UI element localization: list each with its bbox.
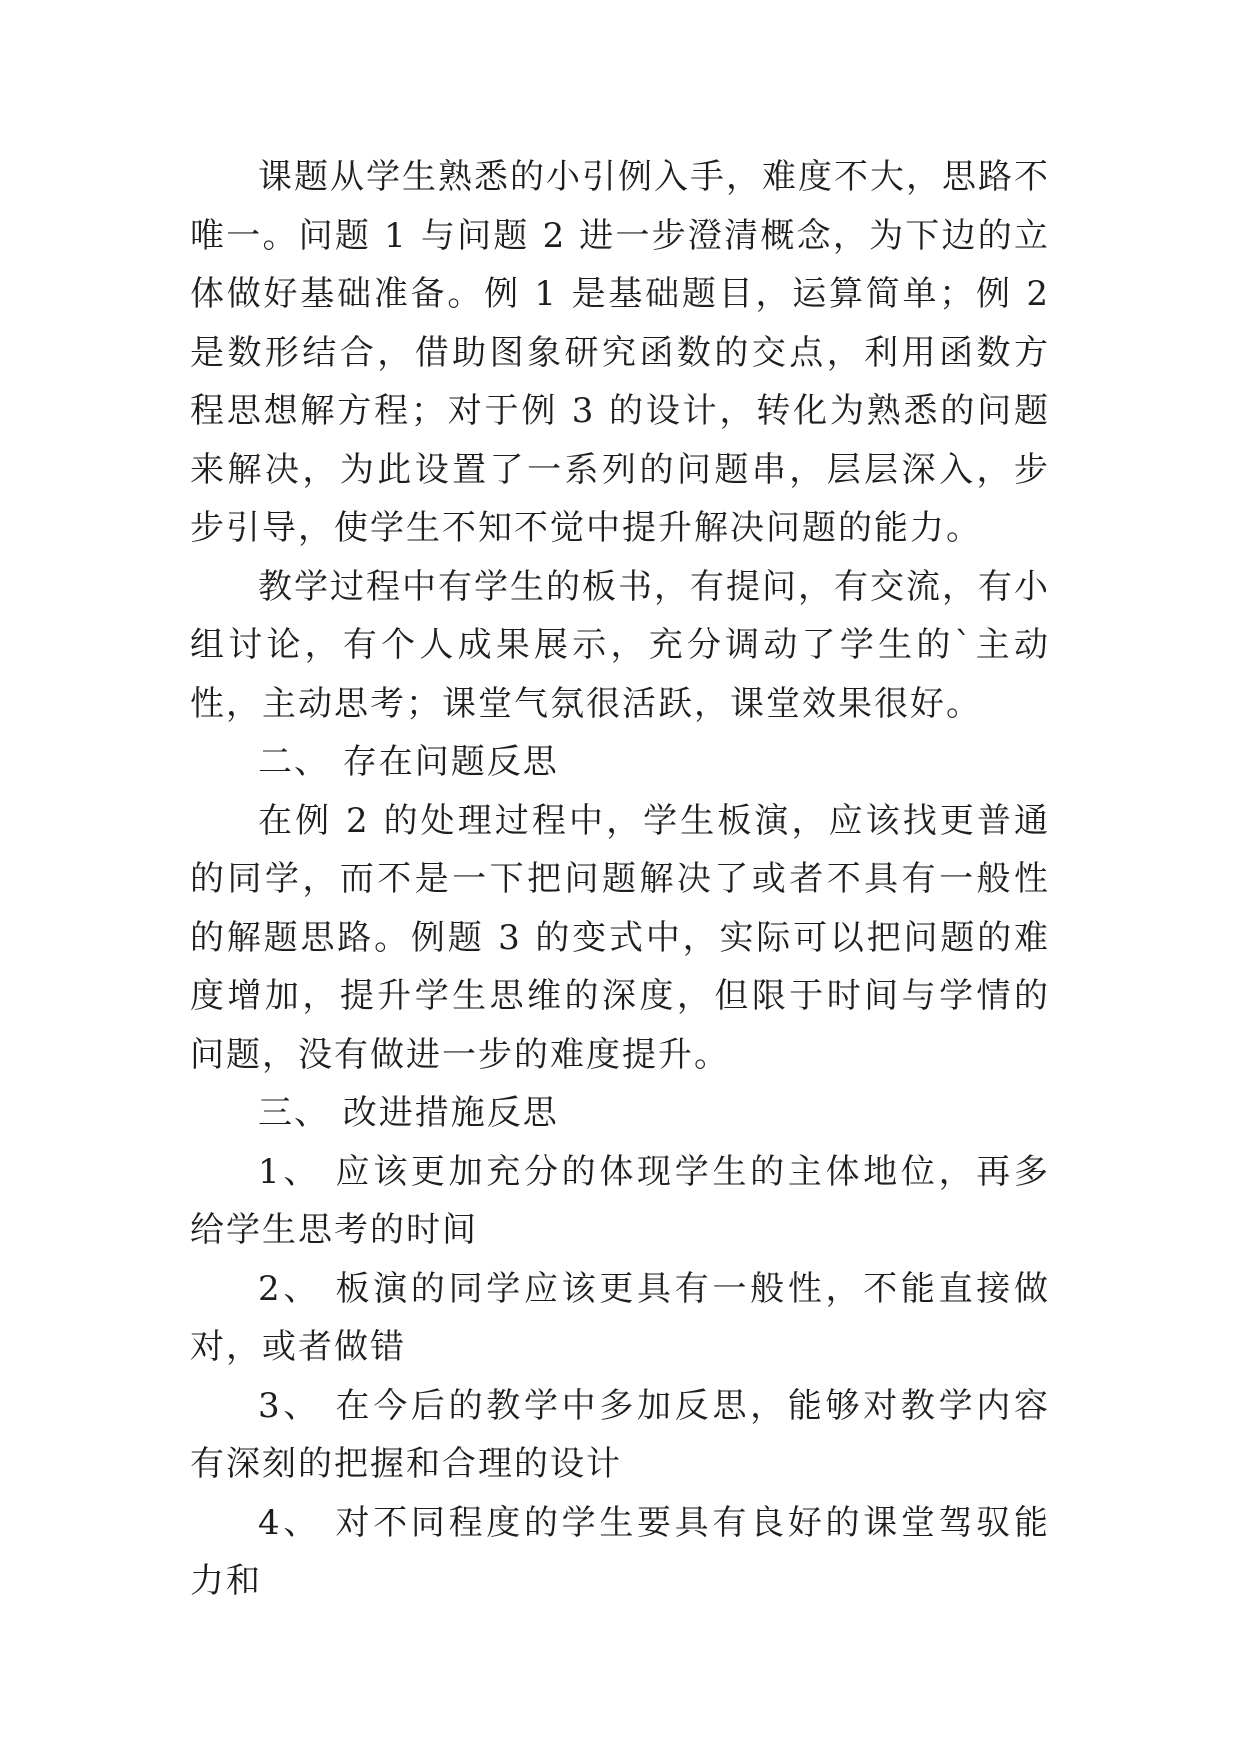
- paragraph-teaching-process: 教学过程中有学生的板书，有提问，有交流，有小组讨论，有个人成果展示，充分调动了学生的`主动性，主动思考；课堂气氛很活跃，课堂效果很好。: [190, 566, 1050, 724]
- list-item-improvement-1: 1、 应该更加充分的体现学生的主体地位，再多给学生思考的时间: [190, 1151, 1050, 1250]
- list-item-improvement-3: 3、 在今后的教学中多加反思，能够对教学内容有深刻的把握和合理的设计: [190, 1385, 1050, 1484]
- paragraph-problems-reflection: 在例 2 的处理过程中，学生板演，应该找更普通的同学，而不是一下把问题解决了或者不具有一般性的解题思路。例题 3 的变式中，实际可以把问题的难度增加，提升学生思维的深度，但限于时间与学情的问题，没有做进一步的难度提升。: [190, 800, 1050, 1075]
- document-body: [190, 148, 1050, 1611]
- section-heading-improvements: 三、 改进措施反思: [258, 1093, 559, 1133]
- section-heading-problems: 二、 存在问题反思: [258, 742, 559, 782]
- paragraph-lesson-design: 课题从学生熟悉的小引例入手，难度不大，思路不唯一。问题 1 与问题 2 进一步澄清概念，为下边的立体做好基础准备。例 1 是基础题目，运算简单；例 2 是数形结合，借助图象研究函数的交点，利用函数方程思想解方程；对于例 3 的设计，转化为熟悉的问题来解决，为此设置了一系列的问题串，层层深入，步步引导，使学生不知不觉中提升解决问题的能力。: [190, 157, 1050, 548]
- list-item-improvement-2: 2、 板演的同学应该更具有一般性，不能直接做对，或者做错: [190, 1268, 1050, 1367]
- list-item-improvement-4: 4、 对不同程度的学生要具有良好的课堂驾驭能力和: [190, 1502, 1050, 1601]
